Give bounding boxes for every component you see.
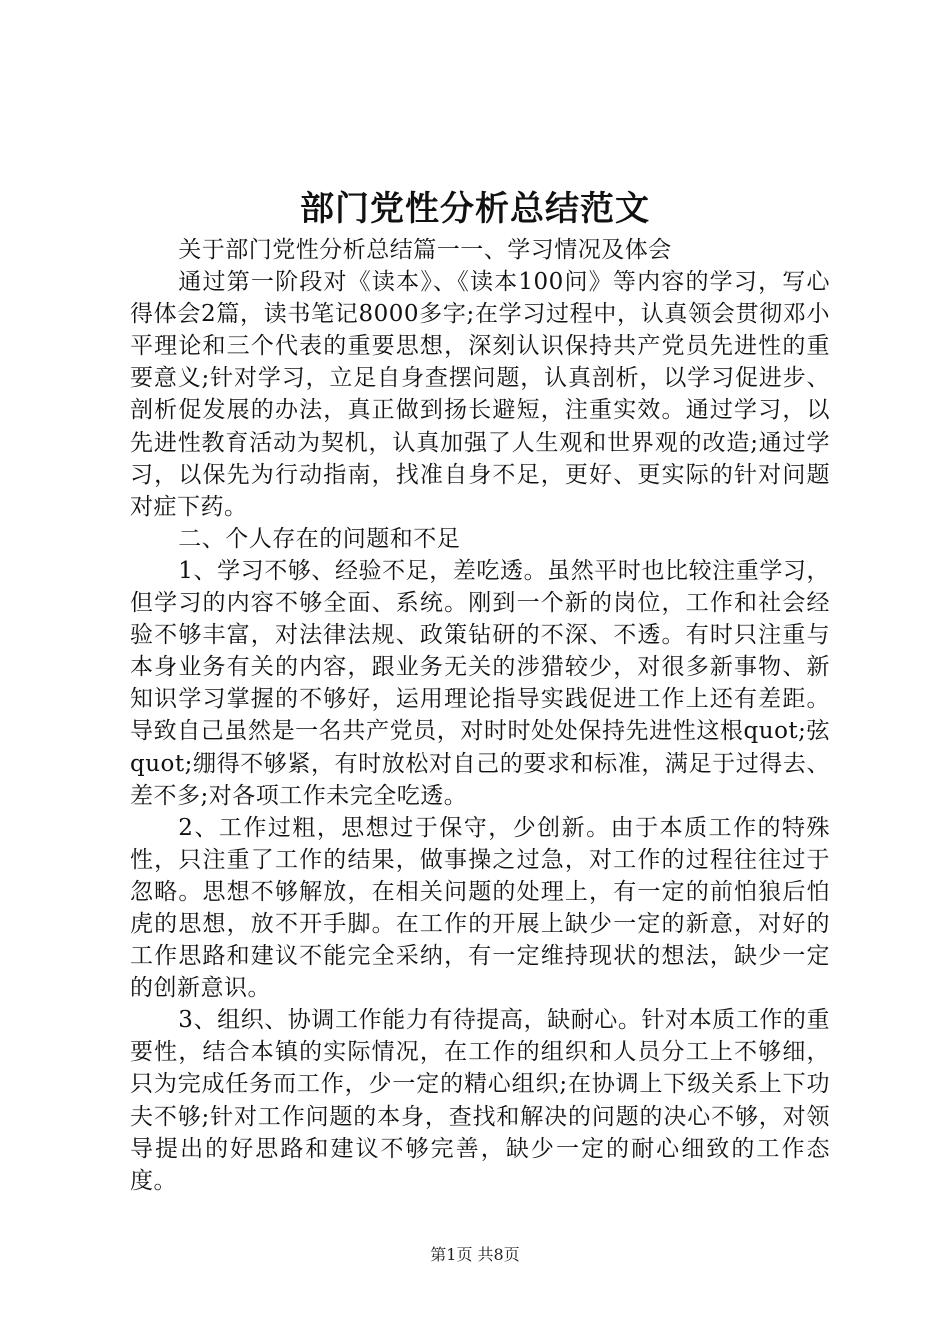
- paragraph-section-heading: 二、个人存在的问题和不足: [178, 525, 461, 552]
- paragraph-issue-2: 2、工作过粗，思想过于保守，少创新。由于本质工作的特殊性，只注重了工作的结果，做事操之过急，对工作的过程往往过于忽略。思想不够解放，在相关问题的处理上，有一定的前怕狼后怕虎的思想，放不开手脚。在工作的开展上缺少一定的新意，对好的工作思路和建议不能完全采纳，有一定维持现状的想法，缺少一定的创新意识。: [130, 814, 830, 1002]
- document-body: [130, 234, 830, 1197]
- document-title: 部门党性分析总结范文: [300, 189, 650, 229]
- paragraph-intro: 关于部门党性分析总结篇一一、学习情况及体会: [178, 237, 672, 263]
- paragraph-study: 通过第一阶段对《读本》、《读本100问》等内容的学习，写心得体会2篇，读书笔记8000多字;在学习过程中，认真领会贯彻邓小平理论和三个代表的重要思想，深刻认识保持共产党员先进性的重要意义;针对学习，立足自身查摆问题，认真剖析，以学习促进步、剖析促发展的办法，真正做到扬长避短，注重实效。通过学习，以先进性教育活动为契机，认真加强了人生观和世界观的改造;通过学习，以保先为行动指南，找准自身不足，更好、更实际的针对问题对症下药。: [130, 269, 830, 520]
- page-number-footer: 第1页 共8页: [430, 1245, 520, 1264]
- paragraph-issue-3: 3、组织、协调工作能力有待提高，缺耐心。针对本质工作的重要性，结合本镇的实际情况，在工作的组织和人员分工上不够细，只为完成任务而工作，少一定的精心组织;在协调上下级关系上下功夫不够;针对工作问题的本身，查找和解决的问题的决心不够，对领导提出的好思路和建议不够完善，缺少一定的耐心细致的工作态度。: [130, 1007, 830, 1194]
- paragraph-issue-1: 1、学习不够、经验不足，差吃透。虽然平时也比较注重学习，但学习的内容不够全面、系统。刚到一个新的岗位，工作和社会经验不够丰富，对法律法规、政策钻研的不深、不透。有时只注重与本身业务有关的内容，跟业务无关的涉猎较少，对很多新事物、新知识学习掌握的不够好，运用理论指导实践促进工作上还有差距。导致自己虽然是一名共产党员，对时时处处保持先进性这根quot;弦quot;绷得不够紧，有时放松对自己的要求和标准，满足于过得去、差不多;对各项工作未完全吃透。: [130, 557, 830, 809]
